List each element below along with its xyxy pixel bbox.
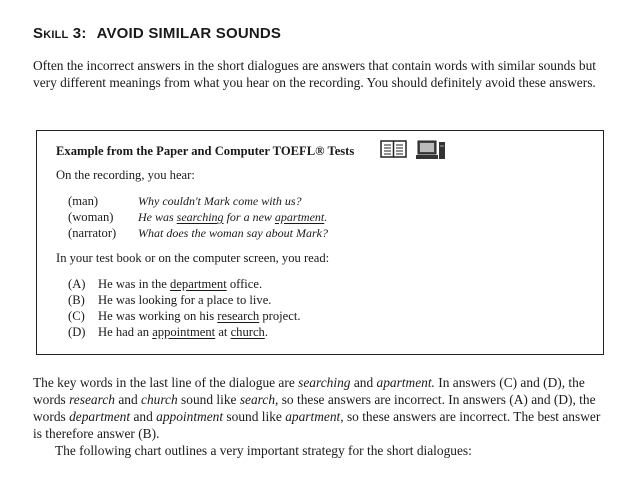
text-segment: and <box>350 375 377 390</box>
text-segment: so these answers are incorrect. The best answer is therefore answer (B). <box>33 409 601 441</box>
dialogue-text: What does the woman say about Mark? <box>138 226 328 240</box>
text-segment: for a new <box>223 210 275 224</box>
skill-heading <box>33 25 281 42</box>
key-word: department <box>170 277 227 291</box>
option-letter: (D) <box>68 325 86 339</box>
skill-title: AVOID SIMILAR SOUNDS <box>96 25 282 42</box>
text-segment: so these answers are incorrect. In answers (A) and (D), the words <box>33 392 596 424</box>
key-word: research <box>217 309 260 323</box>
dialogue-line <box>68 193 302 209</box>
skill-number: Skill 3: <box>33 25 87 42</box>
key-word: apartment. <box>376 375 435 390</box>
key-word: church <box>230 325 265 339</box>
dialogue-text <box>138 210 327 224</box>
text-segment: He was in the <box>98 277 171 291</box>
text-segment: He was looking for a place to live. <box>98 293 272 307</box>
key-word: appointment <box>152 325 216 339</box>
text-segment: He was working on his <box>98 309 218 323</box>
dialogue-line <box>68 209 327 225</box>
key-word: searching <box>176 210 224 224</box>
text-segment: In answers (C) and (D), the words <box>33 375 585 407</box>
answer-option <box>68 276 262 292</box>
text-segment: He was <box>138 210 177 224</box>
explanation-paragraph <box>33 374 608 442</box>
text-segment: office. <box>226 277 263 291</box>
dialogue-line <box>68 225 328 241</box>
text-segment: . <box>324 210 328 224</box>
option-letter: (B) <box>68 293 85 307</box>
text-segment: and <box>130 409 157 424</box>
text-segment: The key words in the last line of the dialogue are <box>33 375 299 390</box>
speaker: (woman) <box>68 210 114 224</box>
example-title: Example from the Paper and Computer TOEFL® Tests <box>56 144 355 158</box>
option-letter: (C) <box>68 309 85 323</box>
key-word: appointment <box>156 409 224 424</box>
test-format-icons <box>380 140 446 160</box>
speaker: (man) <box>68 194 99 208</box>
key-word: church <box>141 392 178 407</box>
read-label: In your test book or on the computer screen, you read: <box>56 251 330 265</box>
answer-option <box>68 292 271 308</box>
answer-option <box>68 324 268 340</box>
key-word: searching <box>298 375 351 390</box>
key-word: research <box>69 392 115 407</box>
text-segment: and <box>114 392 141 407</box>
closing-paragraph: The following chart outlines a very important strategy for the short dialogues: <box>55 443 472 458</box>
text-segment: sound like <box>177 392 240 407</box>
key-word: department <box>69 409 131 424</box>
key-word: apartment <box>274 210 325 224</box>
text-segment: sound like <box>223 409 286 424</box>
option-letter: (A) <box>68 277 86 291</box>
speaker: (narrator) <box>68 226 117 240</box>
book-icon <box>380 140 407 158</box>
text-segment: . <box>264 325 268 339</box>
answer-option <box>68 308 301 324</box>
intro-paragraph: Often the incorrect answers in the short dialogues are answers that contain words with similar sounds but very different meanings from what you hear on the recording. You should definitely avoid these answers. <box>33 58 597 90</box>
dialogue-text: Why couldn't Mark come with us? <box>138 194 302 208</box>
example-box <box>36 130 604 355</box>
key-word: search, <box>239 392 279 407</box>
hear-label: On the recording, you hear: <box>56 168 195 182</box>
key-word: apartment, <box>285 409 344 424</box>
text-segment: project. <box>259 309 301 323</box>
text-segment: at <box>215 325 231 339</box>
computer-icon <box>416 140 446 160</box>
text-segment: He had an <box>98 325 153 339</box>
